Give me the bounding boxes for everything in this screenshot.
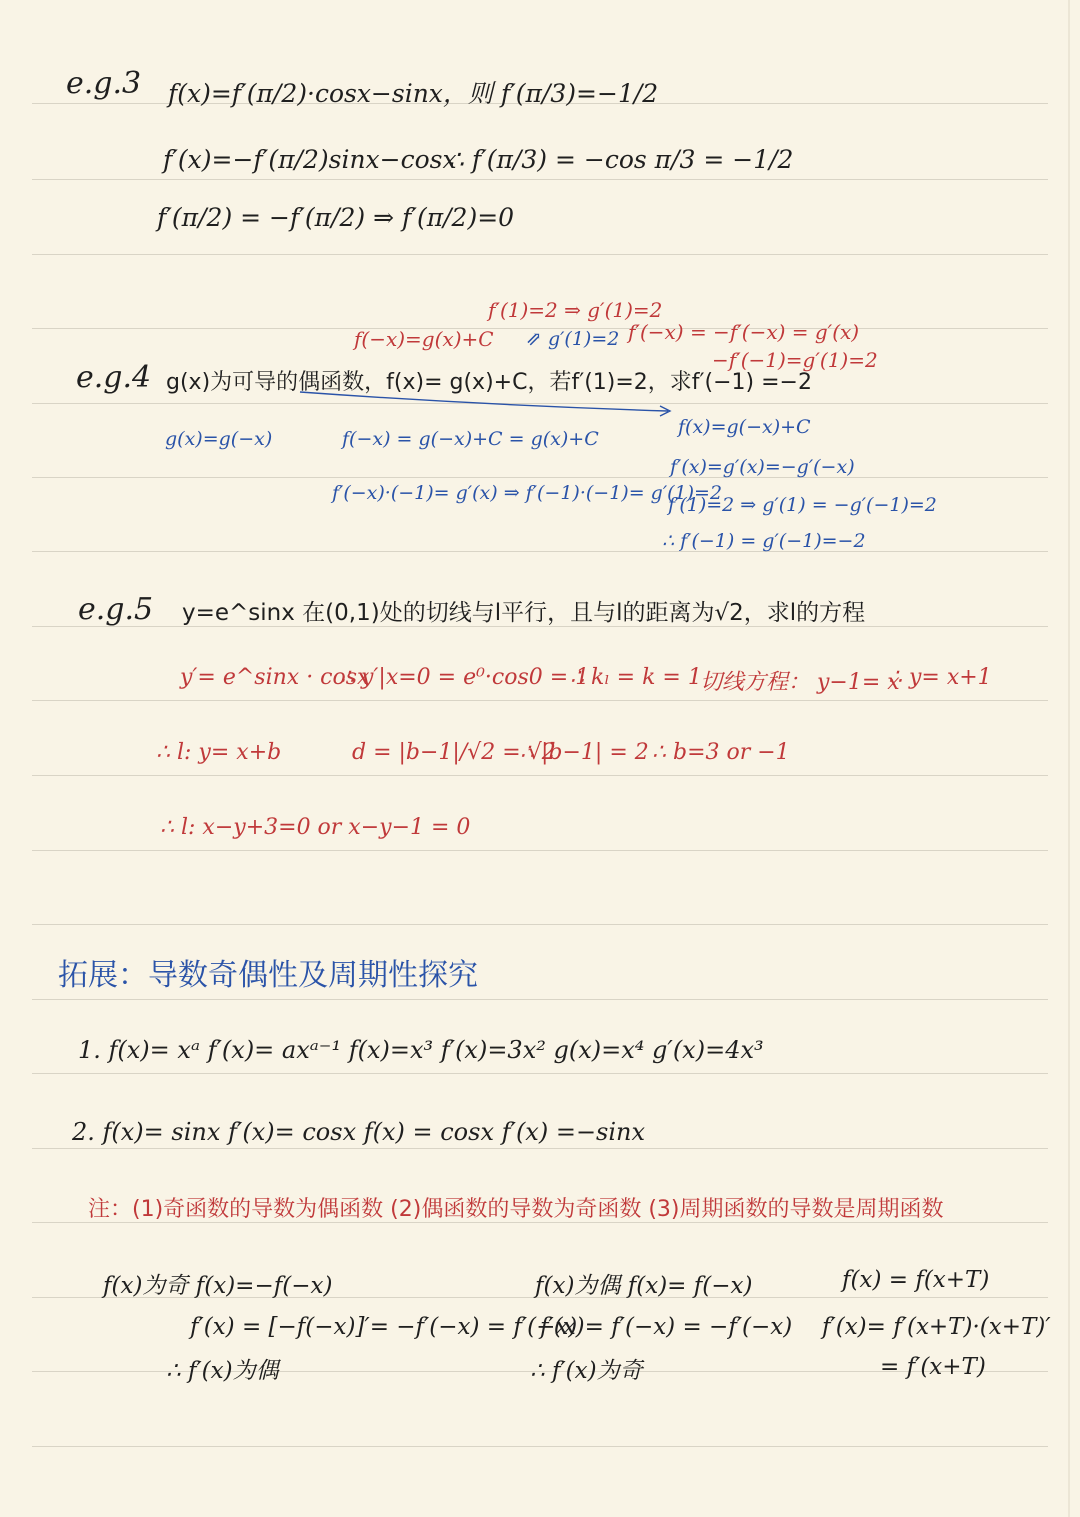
- solution-step: ∴ y= x+1: [888, 665, 992, 690]
- section-heading: 拓展：导数奇偶性及周期性探究: [58, 958, 478, 993]
- solution-step: 切线方程： y−1= x: [700, 670, 900, 695]
- solution-step: ∴ l: y= x+b: [156, 740, 282, 765]
- proof-line: f(x)为奇 f(x)=−f(−x): [103, 1273, 333, 1299]
- problem-statement: y=e^sinx 在(0,1)处的切线与l平行，且与l的距离为√2，求l的方程: [182, 600, 866, 626]
- solution-step: f′(−x)·(−1)= g′(x) ⇒ f′(−1)·(−1)= g′(1)=2: [332, 482, 723, 504]
- solution-step: f(x)=g(−x)+C: [678, 416, 811, 438]
- proof-line: ∴ f′(x)为奇: [530, 1358, 643, 1384]
- solution-step: ∴ kₗ = k = 1: [570, 665, 702, 690]
- side-note: f(−x)=g(x)+C: [354, 327, 494, 351]
- example-label: e.g.5: [78, 592, 154, 627]
- proof-line: ∴ f′(x)为偶: [166, 1358, 279, 1384]
- list-item: 1. f(x)= xᵃ f′(x)= axᵃ⁻¹ f(x)=x³ f′(x)=3x² g(x)=x⁴ g′(x)=4x³: [78, 1036, 764, 1064]
- proof-line: = f′(x+T): [880, 1354, 986, 1380]
- solution-step: ∴ l: x−y+3=0 or x−y−1 = 0: [160, 815, 471, 840]
- solution-result: ∴ f′(π/3) = −cos π/3 = −1/2: [448, 145, 794, 174]
- solution-step: f(−x) = g(−x)+C = g(x)+C: [342, 428, 599, 450]
- proof-line: f′(x) = [−f(−x)]′= −f′(−x) = f′(−x): [190, 1314, 578, 1340]
- solution-step: f′(x)=−f′(π/2)sinx−cosx: [163, 145, 457, 174]
- proof-line: f′(x)= f′(−x) = −f′(−x): [540, 1314, 793, 1340]
- proof-line: f(x)为偶 f(x)= f(−x): [535, 1273, 753, 1299]
- proof-line: f′(x)= f′(x+T)·(x+T)′: [822, 1314, 1051, 1340]
- list-item: 2. f(x)= sinx f′(x)= cosx f(x) = cosx f′(x) =−sinx: [72, 1118, 646, 1146]
- solution-step: y′= e^sinx · cosx: [180, 665, 370, 690]
- problem-statement: f(x)=f′(π/2)·cosx−sinx，则 f′(π/3)=−1/2: [168, 79, 659, 108]
- solution-step: ∴ b=3 or −1: [652, 740, 790, 765]
- solution-step: f′(1)=2 ⇒ g′(1) = −g′(−1)=2: [668, 494, 937, 516]
- solution-step: d = |b−1|/√2 = √2: [352, 740, 556, 765]
- side-note: f′(1)=2 ⇒ g′(1)=2: [488, 298, 663, 322]
- solution-step: g(x)=g(−x): [165, 428, 273, 450]
- solution-step: f′(x)=g′(x)=−g′(−x): [670, 456, 855, 478]
- example-label: e.g.4: [76, 360, 152, 395]
- solution-step: ∴ f′(−1) = g′(−1)=−2: [662, 530, 866, 552]
- note-text: 注：(1)奇函数的导数为偶函数 (2)偶函数的导数为奇函数 (3)周期函数的导数是周期函数: [88, 1197, 944, 1222]
- solution-step: f′(π/2) = −f′(π/2) ⇒ f′(π/2)=0: [157, 203, 515, 232]
- solution-step: ∴ |b−1| = 2: [520, 740, 649, 765]
- problem-statement: g(x)为可导的偶函数，f(x)= g(x)+C，若f′(1)=2，求f′(−1) =−2: [166, 370, 812, 395]
- side-note: ⇗ g′(1)=2: [526, 328, 620, 350]
- side-note: −f′(−1)=g′(1)=2: [712, 348, 878, 372]
- example-label: e.g.3: [66, 66, 142, 101]
- side-note: f′(−x) = −f′(−x) = g′(x): [628, 320, 860, 344]
- solution-step: ∴ y′|x=0 = e⁰·cos0 = 1: [340, 665, 590, 690]
- proof-line: f(x) = f(x+T): [842, 1267, 990, 1293]
